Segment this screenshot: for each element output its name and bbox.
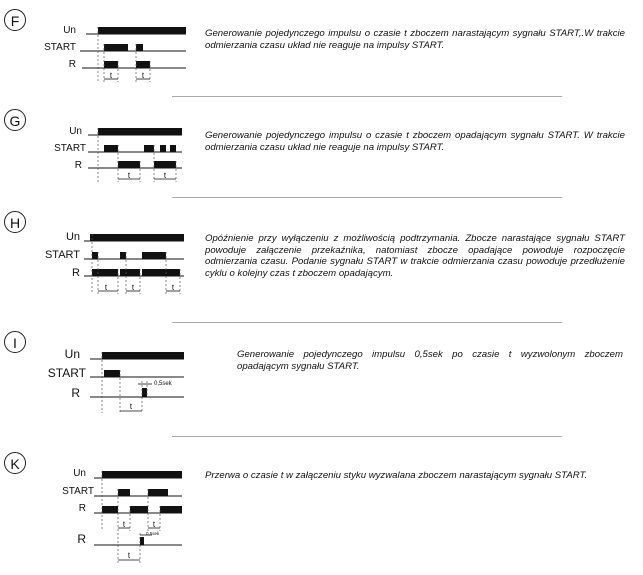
t-label: t: [163, 171, 167, 180]
signal-label-r: R: [71, 386, 80, 400]
r-pulse: [142, 388, 147, 397]
start-pulse: [170, 145, 176, 152]
r-pulse: [136, 61, 150, 68]
section-letter-badge: I: [4, 331, 26, 353]
pulse-duration-label: 0,5sek: [146, 531, 160, 536]
section-divider: [172, 436, 562, 437]
start-pulse: [92, 252, 98, 259]
time-markers: [102, 352, 147, 413]
start-pulse: [136, 44, 143, 51]
section-divider: [172, 322, 562, 323]
r-pulse: [102, 506, 118, 513]
section-description: Generowanie pojedynczego impulsu 0,5sek po czasie t wyzwolonym zboczem opadającym sygnału START.: [237, 349, 623, 372]
t-label: t: [104, 283, 108, 292]
t-label: t: [171, 283, 175, 292]
start-pulse: [160, 145, 166, 152]
r-pulse: [160, 506, 182, 513]
r-pulse: [120, 269, 140, 276]
section-divider: [172, 197, 562, 198]
section-letter-badge: F: [4, 9, 26, 31]
signal-label-un: Un: [64, 347, 80, 361]
r-pulse: [142, 269, 180, 276]
timing-diagram-i: [40, 345, 260, 435]
un-high: [102, 471, 182, 478]
r-pulse: [130, 506, 148, 513]
pulse-duration-label: 0,5sek: [154, 381, 172, 387]
section-divider: [172, 96, 562, 97]
section-letter-badge: K: [4, 452, 26, 474]
signal-label-start: START: [62, 486, 94, 497]
r-pulse: [118, 161, 140, 168]
signal-label-un: Un: [69, 126, 82, 137]
signal-label-un: Un: [73, 468, 86, 479]
start-pulse: [144, 145, 154, 152]
start-pulse: [104, 145, 118, 152]
section-description: Generowanie pojedynczego impulsu o czasie t zboczem opadającym sygnału START. W trakcie odmierzania czasu układ nie reaguje na impulsy START.: [205, 130, 625, 153]
t-label: t: [109, 71, 113, 80]
section-description: Przerwa o czasie t w załączeniu styku wyzwalana zboczem narastającym sygnału START.: [205, 470, 588, 481]
signal-label-start: START: [47, 366, 86, 380]
signal-label-start: START: [54, 143, 86, 154]
section-description: Generowanie pojedynczego impulsu o czasie t zboczem narastającym sygnału START,.W trakcie odmierzania czasu układ nie reaguje na impulsy START.: [205, 28, 625, 51]
signal-label-r: R: [68, 59, 76, 70]
un-high: [98, 128, 182, 135]
signal-label-r: R: [74, 160, 82, 171]
r-pulse: [104, 61, 118, 68]
t-label: t: [122, 520, 126, 529]
t-label: t: [127, 551, 131, 560]
start-pulse: [148, 489, 168, 496]
t-dimension: [118, 535, 152, 560]
section-description: Opóźnienie przy wyłączeniu z możliwością podtrzymania. Zbocze narastające sygnału START powoduje załączenie przekaźnika, natomiast zbocze opadające powoduje rozpoczęcie odmierzania czasu. Podanie sygnału START w trakcie odmierzania czasu powoduje przedłużenie cyklu o kolejny czas t zboczem opadającym.: [205, 233, 625, 279]
r2-pulse: [140, 537, 144, 545]
un-high: [98, 27, 186, 34]
start-pulse: [104, 370, 120, 377]
signal-label-start: START: [44, 42, 76, 53]
start-pulse: [118, 489, 130, 496]
section-letter-badge: H: [4, 211, 26, 233]
t-label: t: [129, 402, 133, 411]
start-pulse: [120, 252, 126, 259]
section-letter-badge: G: [4, 109, 26, 131]
signal-label-r: R: [72, 267, 80, 279]
signal-label-un: Un: [65, 231, 80, 243]
signal-label-r2: R: [77, 532, 86, 546]
start-pulse: [104, 44, 128, 51]
start-pulse: [142, 252, 166, 259]
time-markers: [102, 471, 160, 531]
signal-label-start: START: [44, 249, 80, 261]
signal-label-r: R: [78, 503, 86, 514]
r-pulse: [92, 269, 118, 276]
t-label: t: [141, 71, 145, 80]
t-label: t: [152, 520, 156, 529]
t-label: t: [127, 171, 131, 180]
un-high: [102, 352, 184, 359]
r-pulse: [154, 161, 176, 168]
signal-label-un: Un: [63, 25, 76, 36]
t-label: t: [131, 283, 135, 292]
un-high: [90, 234, 184, 241]
